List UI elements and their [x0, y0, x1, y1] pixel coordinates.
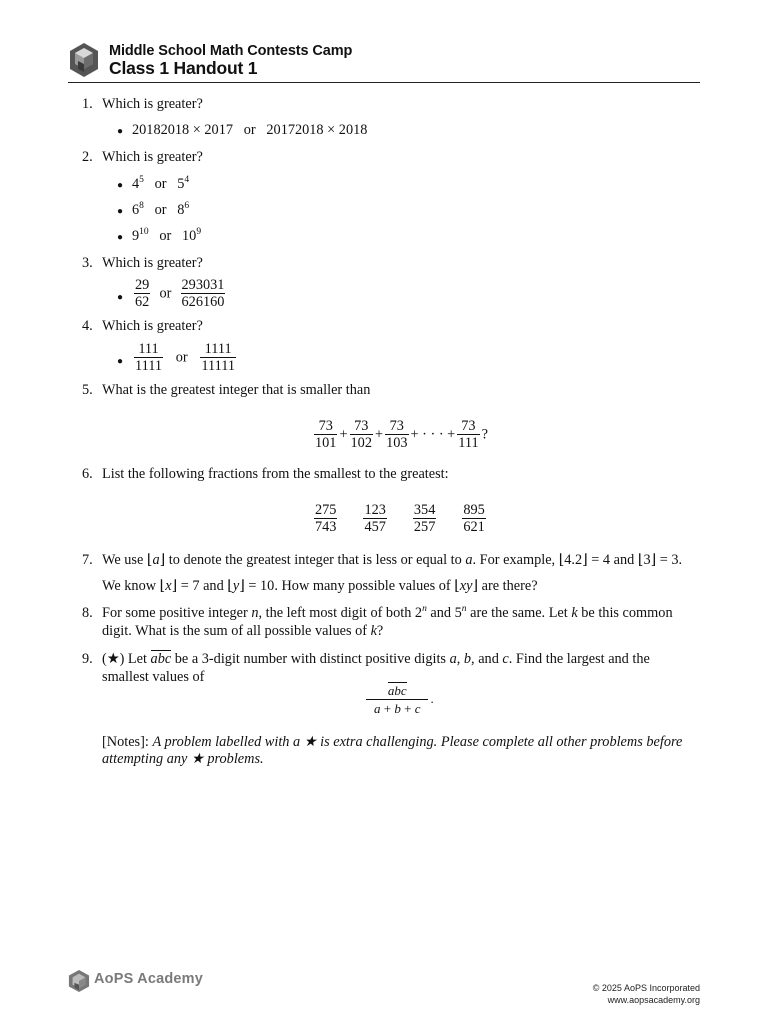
bullet: ●: [117, 232, 124, 243]
problem-number: 5.: [82, 382, 93, 398]
problem-5-expression: $\frac{73}{101}$ + $\frac{73}{102}$ + $\frac{73}{103}$ + · · · + $\frac{73}{111}$ ?: [315, 418, 488, 451]
aops-academy-logo-icon: [68, 968, 90, 994]
bullet: ●: [117, 180, 124, 191]
notes-text-1: A problem labelled with a ★ is extra challenging. Please complete all other problems before: [152, 734, 683, 750]
problem-2-choice-b: $6^8$ or $8^6$: [132, 201, 190, 218]
footer-brand: AoPS Academy: [94, 971, 204, 987]
problem-number: 8.: [82, 605, 93, 621]
bullet: ●: [117, 206, 124, 217]
problem-number: 1.: [82, 96, 93, 112]
problem-2-choice-c: $9^{10}$ or $10^9$: [132, 227, 202, 244]
problem-4-choices: $\frac{111}{1111}$ or $\frac{1111}{11111}$: [135, 341, 235, 374]
problem-2-text: Which is greater?: [102, 149, 203, 165]
problem-5-text: What is the greatest integer that is smaller than: [102, 382, 371, 398]
problem-7-line-1: We use ⌊a⌋ to denote the greatest integer that is less or equal to a. For example, ⌊4.2⌋ = 4 and ⌊3⌋ = 3.: [102, 552, 683, 568]
bullet: ●: [117, 356, 124, 367]
problem-number: 7.: [82, 552, 93, 568]
problem-8-line-1: For some positive integer n, the left most digit of both 2$^n$ and 5$^n$ are the same. Let k be this common: [102, 604, 673, 621]
handout-title: Class 1 Handout 1: [109, 58, 258, 78]
footer-copyright: [593, 982, 700, 1006]
problem-number: 9.: [82, 651, 93, 667]
page-header: [68, 42, 700, 83]
problem-4-text: Which is greater?: [102, 318, 203, 334]
problem-9-line-1: (★) Let abc be a 3-digit number with distinct positive digits a, b, and c. Find the largest and the: [102, 651, 650, 667]
camp-title: Middle School Math Contests Camp: [109, 43, 353, 59]
problem-1-choices: 20182018 × 2017 or 20172018 × 2018: [132, 122, 368, 138]
problem-6-fractions: $\frac{275}{743}$ $\frac{123}{457}$ $\frac{354}{257}$ $\frac{895}{621}$: [315, 502, 485, 535]
problem-number: 4.: [82, 318, 93, 334]
problem-number: 6.: [82, 466, 93, 482]
notes-line-1: [102, 733, 682, 751]
problem-number: 2.: [82, 149, 93, 165]
problem-1-text: Which is greater?: [102, 96, 203, 112]
problem-3-text: Which is greater?: [102, 255, 203, 271]
problem-2-choice-a: $4^5$ or $5^4$: [132, 175, 190, 192]
problem-9-line-2: smallest values of: [102, 669, 205, 685]
notes-label: [Notes]:: [102, 734, 149, 750]
copyright-text: © 2025 AoPS Incorporated: [592, 983, 700, 993]
notes-text-2: attempting any ★ problems.: [102, 751, 264, 767]
website-url: www.aopsacademy.org: [607, 995, 700, 1005]
problem-7-line-2: We know ⌊x⌋ = 7 and ⌊y⌋ = 10. How many possible values of ⌊xy⌋ are there?: [102, 578, 538, 594]
problem-9-expression: $\frac{\text{abc}}{a + b + c}$ .: [364, 683, 434, 717]
notes-line-2: [102, 750, 264, 768]
problem-6-text: List the following fractions from the smallest to the greatest:: [102, 466, 449, 482]
problem-8-line-2: digit. What is the sum of all possible values of k?: [102, 623, 384, 639]
aops-logo-icon: [68, 42, 100, 78]
bullet: ●: [117, 126, 124, 137]
problem-3-choices: $\frac{29}{62}$ or $\frac{293031}{626160}$: [135, 277, 225, 310]
bullet: ●: [117, 292, 124, 303]
problem-number: 3.: [82, 255, 93, 271]
